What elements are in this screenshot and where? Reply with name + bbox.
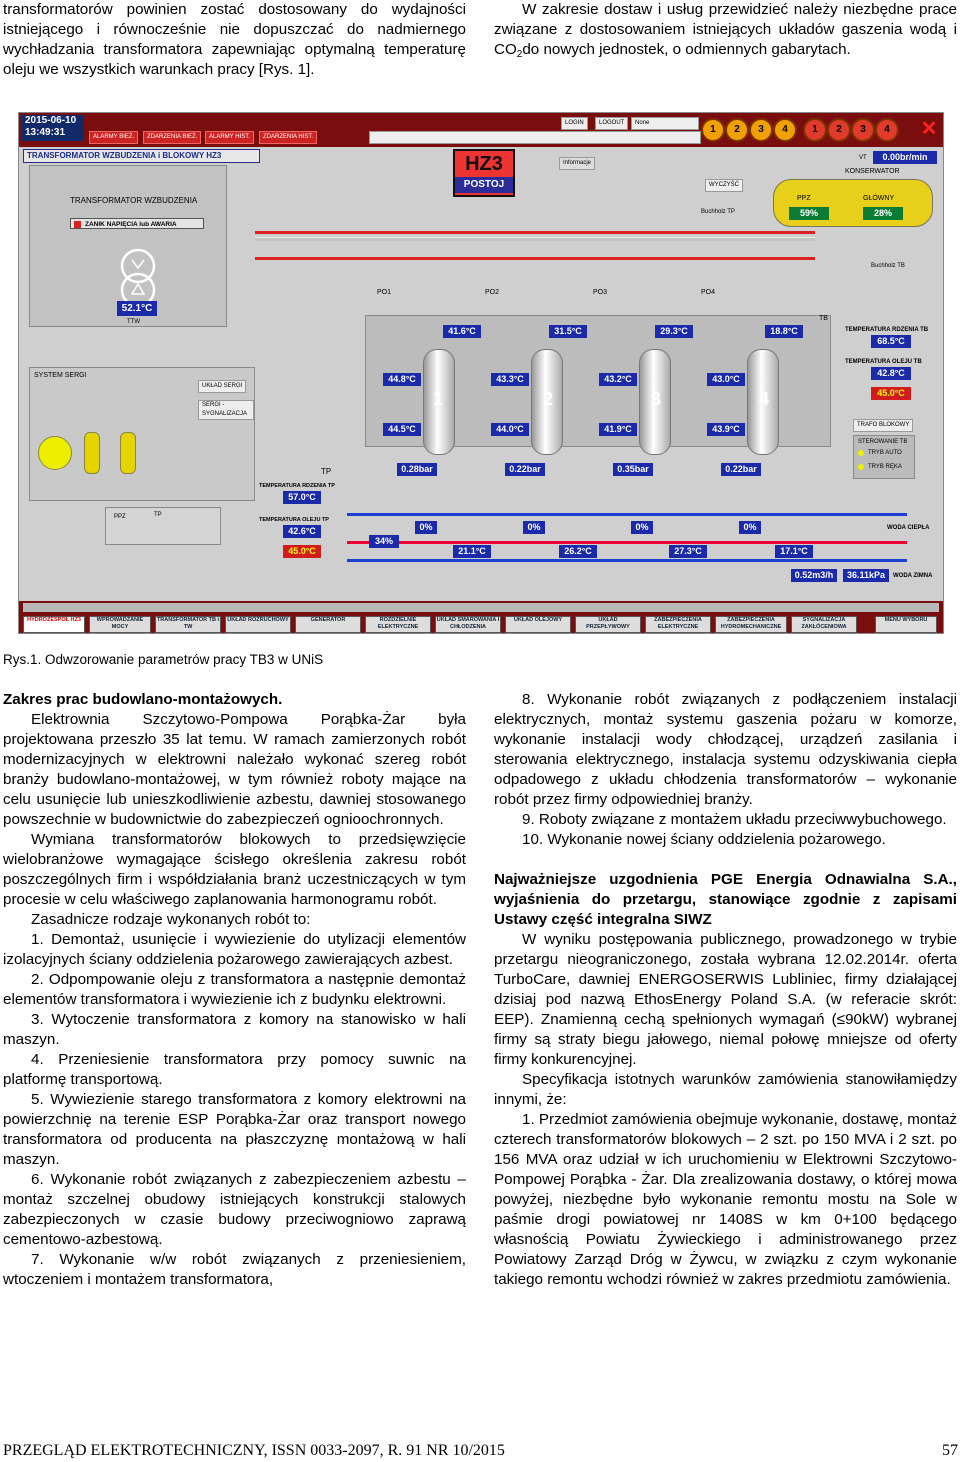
valve-percent: 0% [523,521,545,534]
cold-water-label: WODA ZIMNA [893,573,933,579]
nav-button[interactable]: UKŁAD SMAROWANIA I CHŁODZENIA [435,616,501,633]
ppz-label: PPZ [797,195,811,202]
conservator-label: KONSERWATOR [845,168,900,175]
tank-number: 3 [651,389,662,409]
indicator-3-icon[interactable]: 3 [749,118,773,142]
tp-box-label: TP [154,512,162,518]
top-left-text [3,0,466,80]
indicator-2-red-icon[interactable]: 2 [827,118,851,142]
nav-button[interactable]: ZABEZPIECZENIA HYDROMECHANICZNE [715,616,787,633]
list-item: 3. Wytoczenie transformatora z komory na stanowisko w hali maszyn. [3,1011,466,1048]
vt-value: 0.00br/min [873,151,937,164]
ttw-label: TTW [127,319,140,325]
unit-badge [453,149,515,197]
valve-percent: 0% [415,521,437,534]
paragraph [494,0,957,62]
top-right-text [494,0,957,62]
paragraph: Specyfikacja istotnych warunków zamówienia stanowiłamiędzy innymi, że: [494,1071,957,1108]
twg-value: 31.5°C [549,325,587,338]
nav-button[interactable]: MENU WYBORU [875,616,937,633]
info-button[interactable]: Informacje [559,157,595,170]
pipe [347,541,907,544]
pipe [255,257,815,260]
unit-state: POSTOJ [455,177,513,193]
ppz-value: 59% [789,207,829,220]
tb-label: TB [819,315,828,322]
tb-core-label: TEMPERATURA RDZENIA TB [845,327,929,333]
indicator-3-red-icon[interactable]: 3 [851,118,875,142]
text-part: do nowych jednostek, o odmiennych gabarytach. [522,41,851,58]
tp-label: TP [321,467,332,476]
time: 13:49:31 [25,127,66,138]
nav-button[interactable]: SYGNALIZACJA ZAKŁÓCENIOWA [791,616,857,633]
tb-core-value: 68.5°C [871,335,911,348]
list-item: 1. Przedmiot zamówienia obejmuje wykonanie, dostawę, montaż czterech transformatorów blokowych – 2 szt. po 150 MVA i 2 szt. po 156 MVA oraz udział w ich uruchomieniu w Elektrowni Szczytowo-Pompowej Porąbka - Żar. Dla zrealizowania dostawy, o której mowa powyżej, niezbędne było wykonanie remontu mostu na Sole w paśmie drogi powiatowej nr 1408S w km 0+100 będącego własnością Powiatu Żywieckiego i administrowanego przez Powiatowy Zarząd Dróg w Żywcu, w związku z czym wykonanie takiego remontu wchodzi również w zakres przedmiotu zamówienia. [494,1111,957,1288]
buchholz-tp-label: Buchholz TP [701,209,735,215]
tl-value: 44.8°C [383,373,421,386]
page-number: 57 [942,1442,958,1459]
close-icon[interactable]: ✕ [920,118,938,140]
datetime-display [22,115,84,141]
indicator-4-icon[interactable]: 4 [773,118,797,142]
list-item: 2. Odpompowanie oleju z transformatora a następnie demontaż elementów transformatora i wywiezienie ich z budynku elektrowni. [3,971,466,1008]
tlz-value: 43.9°C [707,423,745,436]
tlz-value: 41.9°C [599,423,637,436]
water-temp: 21.1°C [453,545,491,558]
tank-number: 4 [759,389,770,409]
pressure-value: 0.35bar [613,463,653,476]
gas-cylinder-icon [120,432,136,474]
user-field: None [631,117,699,130]
sergi-system-button[interactable]: UKŁAD SERGI [198,380,246,393]
water-temp: 26.2°C [559,545,597,558]
trafo-blokowy-button[interactable]: TRAFO BLOKOWY [853,419,913,432]
main-label: GŁÓWNY [863,195,895,202]
manual-led-icon [858,464,864,470]
paragraph: transformatorów powinien zostać dostosowany do wydajności istniejącego i równocześnie nie dopuszczać do nadmiernego wychładzania transformatora zapewniając optymalną temperaturę oleju we wszystkich warunkach pracy [Rys. 1]. [3,1,466,78]
water-temp: 17.1°C [775,545,813,558]
pressure-value: 0.22bar [721,463,761,476]
scada-figure: 2015-06-10 13:49:31 ALARMY BIEŻ. ZDARZENIA BIEŻ. ALARMY HIST. ZDARZENIA HIST. LOGIN LOGOUT None 1 2 3 4 1 2 3 4 ✕ TRANSFORMATOR WZBUDZENIA i BLOKOWY HZ3 HZ3 POSTOJ Informacje TRANSFORMATOR WZBUDZENIA ZANIK NAPIĘCIA lub AWARIA 52.1°C TTW VT 0.00br/min KONSERWATOR PPZ 59% GŁÓWNY 28% WYCZYŚĆ Buchholz TP Buchholz TB PO1 PO2 PO3 PO4 TB 41.6°C 31.5°C 29.3°C 18.8°C 44.8°C 43.3°C 43.2°C 43.0°C 1 2 3 4 44.5°C 44.0°C 41.9°C 43.9°C 0.28bar 0.22bar 0.35bar 0.22bar 0% 0% 0% 0% 21.1°C 26.2°C 27.3°C 17.1°C TEMPERATURA RDZENIA TB 68.5°C TEMPERATURA OLEJU TB 42.8°C 45.0°C TRAFO BLOKOWY STEROWANIE TB TRYB AUTO TRYB RĘKA SYSTEM SERGI UKŁAD SERGI SERGI - SYGNALIZACJA TP TEMPERATURA RDZENIA TP 57.0°C PPZ TP TEMPERATURA OLEJU TP 42.6°C 45.0°C 34% WODA CIEPŁA 0.52m3/h 36.11kPa WODA ZIMNA HYDROZESPÓŁ HZ3 WPROWADZANIE MOCY TRANSFORMATOR TB i TW UKŁAD ROZRUCHOWY GENERATOR ROZDZIELNIE ELEKTRYCZNE UKŁAD SMAROWANIA I CHŁODZENIA UKŁAD OLEJOWY UKŁAD PRZEPŁYWOWY ZABEZPIECZENIA ELEKTRYCZNE ZABEZPIECZENIA HYDROMECHANICZNE SYGNALIZACJA ZAKŁÓCENIOWA MENU WYBORU [18,112,944,634]
tl-value: 43.2°C [599,373,637,386]
pipe [347,559,907,562]
paragraph: Elektrownia Szczytowo-Pompowa Porąbka-Żar była projektowana przeszło 35 lat temu. W ramach zamierzonych robót modernizacyjnych w elektrowni należało wykonać szereg robót branży budowlano-montażowej, w tym również roboty mające na celu usunięcie lub unieszkodliwienie azbestu, dawniej stosowanego powszechnie w budownictwie do zabezpieczeń ognioochronnych. [3,711,466,828]
valve-percent: 0% [739,521,761,534]
auto-mode-label[interactable]: TRYB AUTO [868,450,902,456]
nav-button[interactable]: UKŁAD OLEJOWY [505,616,571,633]
hot-water-label: WODA CIEPŁA [887,525,930,531]
valve-percent: 0% [631,521,653,534]
tlz-value: 44.0°C [491,423,529,436]
sergi-tank-icon [38,436,72,470]
manual-mode-label[interactable]: TRYB RĘKA [868,464,902,470]
pressure-value: 0.28bar [397,463,437,476]
paragraph: Wymiana transformatorów blokowych to przedsięwzięcie wielobranżowe wymagające ścisłego określenia zakresu robót poszczególnych firm i współdziałania branż uczestniczących w tym procesie w celu właściwego zaplanowania harmonogramu robót. [3,831,466,908]
journal-info: PRZEGLĄD ELEKTROTECHNICZNY, ISSN 0033-2097, R. 91 NR 10/2015 [3,1442,505,1459]
tp-oil-label: TEMPERATURA OLEJU TP [259,517,329,523]
indicator-2-icon[interactable]: 2 [725,118,749,142]
list-item: 8. Wykonanie robót związanych z podłączeniem instalacji elektrycznych, montaż systemu gaszenia pożaru w komorze, wykonanie instalacji wody chłodzącej, urządzeń zasilania i sterowania elektrycznego, instalacja systemu odzyskiwania ciepła odpadowego z układu chłodzenia transformatorów – wykonanie robót przez firmy odpowiedniej branży. [494,691,957,808]
list-item: 4. Przeniesienie transformatora przy pomocy suwnic na platformę transportową. [3,1051,466,1088]
section-heading: Zakres prac budowlano-montażowych. [3,691,283,708]
buchholz-tb-label: Buchholz TB [871,263,905,269]
tp-box [105,507,221,545]
tb-oil-label: TEMPERATURA OLEJU TB [845,359,922,365]
alarm-message [70,218,204,229]
page-footer [3,1442,958,1460]
list-item: 9. Roboty związane z montażem układu przeciwwybuchowego. [522,811,947,828]
exciter-label: TRANSFORMATOR WZBUDZENIA [70,196,198,205]
section-heading: Najważniejsze uzgodnienia PGE Energia Odnawialna S.A., wyjaśnienia do przetargu, stanowiące zgodnie z zapisami Ustawy część integralna SIWZ [494,871,957,928]
alarm-button[interactable]: ZDARZENIA HIST. [259,131,317,144]
alarm-led-icon [74,221,81,228]
auto-led-icon [858,450,864,456]
right-column [494,690,957,1290]
alarm-button[interactable]: ALARMY HIST. [205,131,254,144]
tlz-value: 44.5°C [383,423,421,436]
po-label: PO2 [485,289,500,296]
left-column [3,690,466,1290]
screen-title: TRANSFORMATOR WZBUDZENIA i BLOKOWY HZ3 [23,149,260,163]
scada-top-bar [19,113,943,147]
indicator-1-icon[interactable]: 1 [701,118,725,142]
pipe [255,231,815,234]
paragraph: W wyniku postępowania publicznego, prowadzonego w trybie przetargu nieograniczonego, została wybrana 12.02.2014r. oferta TurboCare, dawniej ENERGOSERWIS Lubliniec, firmy działającej dzisiaj pod nazwą EthosEnergy Poland S.A. (w referacie skrót: EEP). Znamienną cechą spełnionych wymagań (≤90kW) wybranej firmy są straty biegu jałowego, niemal połowę mniejsze od oferty firmy konkurencyjnej. [494,931,957,1068]
nav-button[interactable]: WPROWADZANIE MOCY [89,616,151,633]
clear-button[interactable]: WYCZYŚĆ [705,179,743,192]
ttw-value: 52.1°C [117,301,157,316]
tp-core-label: TEMPERATURA RDZENIA TP [259,483,335,489]
login-button[interactable]: LOGIN [561,117,588,130]
indicator-4-red-icon[interactable]: 4 [875,118,899,142]
gas-cylinder-icon [84,432,100,474]
status-row [23,603,939,612]
po-label: PO3 [593,289,608,296]
indicator-1-red-icon[interactable]: 1 [803,118,827,142]
pressure-out-value: 36.11kPa [843,569,889,582]
po-label: PO4 [701,289,716,296]
nav-button[interactable]: UKŁAD ROZRUCHOWY [225,616,291,633]
sergi-signal-button[interactable]: SERGI - SYGNALIZACJA [198,400,254,420]
control-label: STEROWANIE TB [858,439,908,445]
tp-oil-value: 42.6°C [283,525,321,538]
subscript: 2 [516,49,523,60]
pipe [347,513,907,516]
logout-button[interactable]: LOGOUT [595,117,628,130]
po-label: PO1 [377,289,392,296]
main-value: 28% [863,207,903,220]
tl-value: 43.3°C [491,373,529,386]
alarm-text: ZANIK NAPIĘCIA lub AWARIA [85,221,177,228]
pressure-value: 0.22bar [505,463,545,476]
nav-button[interactable]: TRANSFORMATOR TB i TW [155,616,221,633]
pipe [255,237,815,241]
tb-oil-setpoint: 45.0°C [871,387,911,400]
list-item: 7. Wykonanie w/w robót związanych z przeniesieniem, wtoczeniem i montażem transformatora, [3,1251,466,1288]
spacer [494,850,957,870]
text-part: W zakresie dostaw i usług przewidzieć należy niezbędne prace związane z dostosowaniem istniejących układów gaszenia wodą i CO [494,1,957,58]
unit-name: HZ3 [465,153,503,175]
twg-value: 41.6°C [443,325,481,338]
tank-number: 2 [543,389,554,409]
paragraph: Zasadnicze rodzaje wykonanych robót to: [31,911,311,928]
list-item: 5. Wywiezienie starego transformatora z komory elektrowni na powierzchnię na terenie ESP Porąbka-Żar oraz transport nowego transformatora od producenta na płaszczyznę montażową w hali maszyn. [3,1091,466,1168]
twg-value: 18.8°C [765,325,803,338]
valve-n5-percent: 34% [369,535,399,548]
tp-core-value: 57.0°C [283,491,321,504]
tank-number: 1 [433,389,444,409]
twg-value: 29.3°C [655,325,693,338]
list-item: 1. Demontaż, usunięcie i wywiezienie do utylizacji elementów izolacyjnych ściany oddzielenia pożarowego zawierających azbest. [3,931,466,968]
control-panel [853,435,915,479]
sergi-panel [29,367,255,501]
ppz-box-label: PPZ [114,514,126,520]
nav-button[interactable]: ZABEZPIECZENIA ELEKTRYCZNE [645,616,711,633]
nav-button[interactable]: HYDROZESPÓŁ HZ3 [23,616,85,633]
status-strip [369,131,701,144]
tl-value: 43.0°C [707,373,745,386]
alarm-button[interactable]: ALARMY BIEŻ. [89,131,138,144]
tb-oil-value: 42.8°C [871,367,911,380]
figure-caption: Rys.1. Odwzorowanie parametrów pracy TB3 w UNiS [3,652,324,667]
flow-value: 0.52m3/h [791,569,837,582]
alarm-button[interactable]: ZDARZENIA BIEŻ. [143,131,201,144]
date: 2015-06-10 [25,115,77,126]
nav-button[interactable]: GENERATOR [295,616,361,633]
tp-oil-setpoint: 45.0°C [283,545,321,558]
list-item: 6. Wykonanie robót związanych z zabezpieczeniem azbestu – montaż szczelnej obudowy istniejących konstrukcji stalowych zabezpieczonych w czasie budowy przeciwogniowo zaprawą cementowo-azbestową. [3,1171,466,1248]
water-temp: 27.3°C [669,545,707,558]
sergi-label: SYSTEM SERGI [34,372,87,379]
nav-button[interactable]: ROZDZIELNIE ELEKTRYCZNE [365,616,431,633]
list-item: 10. Wykonanie nowej ściany oddzielenia pożarowego. [522,831,886,848]
nav-button[interactable]: UKŁAD PRZEPŁYWOWY [575,616,641,633]
